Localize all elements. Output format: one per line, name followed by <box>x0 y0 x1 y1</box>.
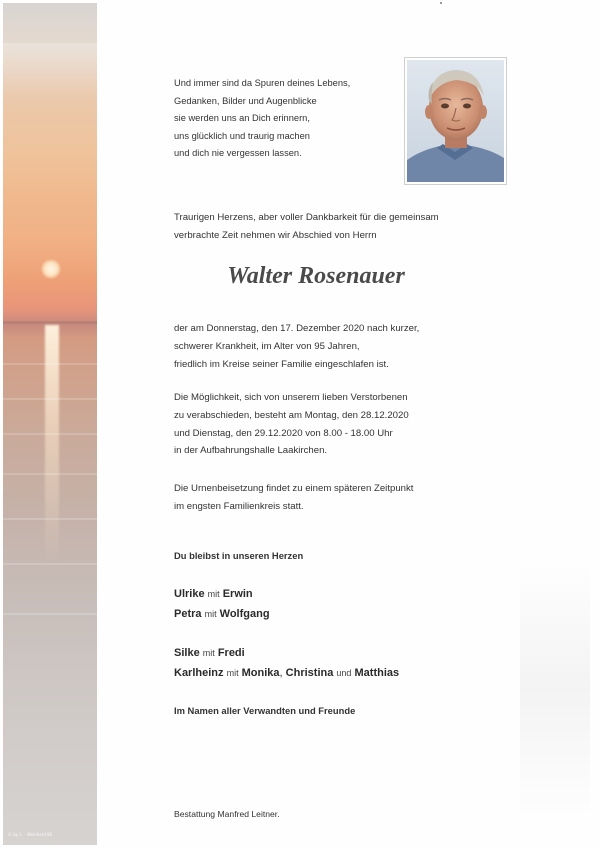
death-notice <box>174 320 504 373</box>
urn-line: Die Urnenbeisetzung findet zu einem späteren Zeitpunkt <box>174 483 414 494</box>
notice-line: der am Donnerstag, den 17. Dezember 2020 nach kurzer, <box>174 323 420 334</box>
farewell-line: zu verabschieden, besteht am Montag, den 28.12.2020 <box>174 409 409 421</box>
poem <box>174 75 394 163</box>
poem-line: Gedanken, Bilder und Augenblicke <box>174 95 317 106</box>
mourner-row: Silke mit Fredi <box>174 647 245 659</box>
heart-line: Du bleibst in unseren Herzen <box>174 550 304 561</box>
image-credit: © by L. - Weinhard 80 <box>8 832 53 837</box>
notice-line: schwerer Krankheit, im Alter von 95 Jahren, <box>174 340 360 352</box>
mourners-group-2 <box>174 644 504 683</box>
poem-line: und dich nie vergessen lassen. <box>174 148 302 158</box>
farewell-line: und Dienstag, den 29.12.2020 von 8.00 - 18.00 Uhr <box>174 427 393 439</box>
poem-line: Und immer sind da Spuren deines Lebens, <box>174 78 351 88</box>
poem-line: uns glücklich und traurig machen <box>174 130 310 141</box>
notice-line: friedlich im Kreise seiner Familie eingeschlafen ist. <box>174 358 389 370</box>
intro-text <box>174 209 494 245</box>
urn-line: im engsten Familienkreis statt. <box>174 500 304 512</box>
portrait-image <box>407 60 504 182</box>
funeral-home: Bestattung Manfred Leitner. <box>174 809 280 819</box>
intro-line: verbrachte Zeit nehmen wir Abschied von Herrn <box>174 230 377 241</box>
deceased-name: Walter Rosenauer <box>227 263 405 289</box>
portrait-photo <box>404 57 507 185</box>
intro-line: Traurigen Herzens, aber voller Dankbarkeit für die gemeinsam <box>174 212 439 223</box>
urn-burial-info <box>174 480 504 516</box>
mourner-row: Karlheinz mit Monika, Christina und Matthias <box>174 666 400 679</box>
mourner-row: Petra mit Wolfgang <box>174 607 270 620</box>
farewell-info <box>174 389 504 460</box>
sun <box>41 259 61 279</box>
all-relatives-line: Im Namen aller Verwandten und Freunde <box>174 705 356 716</box>
horizon-line <box>3 321 97 324</box>
scan-shadow <box>520 560 590 820</box>
scan-speck <box>440 2 442 4</box>
mourner-row: Ulrike mit Erwin <box>174 588 253 600</box>
farewell-line: Die Möglichkeit, sich von unserem lieben Verstorbenen <box>174 392 408 403</box>
sunset-strip-image <box>3 3 97 845</box>
poem-line: sie werden uns an Dich erinnern, <box>174 113 310 123</box>
mourners-group-1 <box>174 585 504 624</box>
farewell-line: in der Aufbahrungshalle Laakirchen. <box>174 445 328 457</box>
sun-reflection <box>45 325 59 565</box>
